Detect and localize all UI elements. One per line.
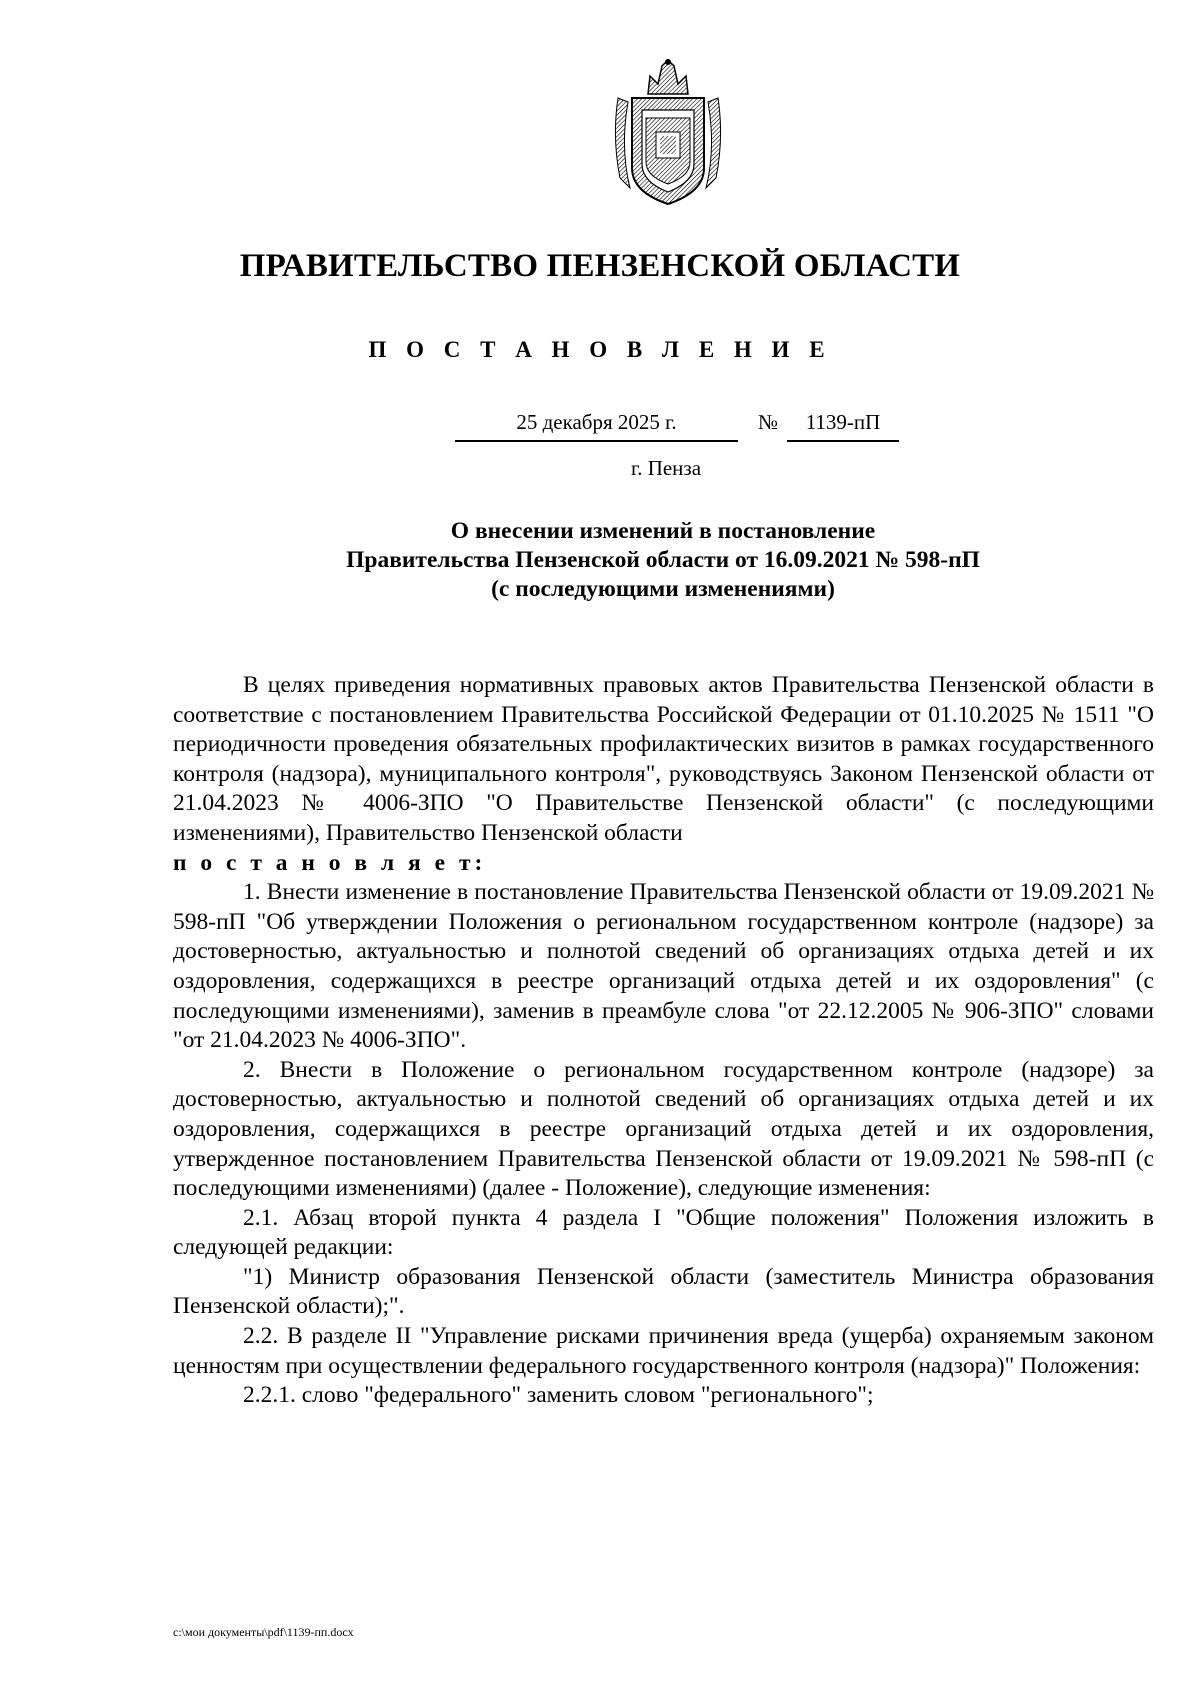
organization-title: ПРАВИТЕЛЬСТВО ПЕНЗЕНСКОЙ ОБЛАСТИ <box>239 248 961 284</box>
paragraph-2-2: 2.2. В разделе II "Управление рисками причинения вреда (ущерба) охраняемым законом ценностям при осуществлении федерального государственного контроля (надзора)" Положения: <box>173 1323 1154 1379</box>
decree-number: 1139-пП <box>787 410 899 442</box>
number-sign: № <box>757 410 779 434</box>
preamble-paragraph: В целях приведения нормативных правовых актов Правительства Пензенской области в соответствие с постановлением Правительства Российской Федерации от 01.10.2025 № 1511 "О периодичности проведения обязательных профилактических визитов в рамках государственного контроля (надзора), муниципального контроля", руководствуясь Законом Пензенской области от 21.04.2023 № 4006-ЗПО "О Правительстве Пензенской области" (с последующими изменениями), Правительство Пензенской области <box>173 672 1154 846</box>
paragraph-2-1: 2.1. Абзац второй пункта 4 раздела I "Общие положения" Положения изложить в следующей редакции: <box>173 1204 1154 1261</box>
paragraph-1: 1. Внести изменение в постановление Правительства Пензенской области от 19.09.2021 № 598-пП "Об утверждении Положения о региональном государственном контроле (надзоре) за достоверностью, актуальностью и полнотой сведений об организациях отдыха детей и их оздоровления, содержащихся в реестре организаций отдыха детей и их оздоровления" (с последующими изменениями), заменив в преамбуле слова "от 22.12.2005 № 906-ЗПО" словами "от 21.04.2023 № 4006-ЗПО". <box>173 879 1154 1054</box>
paragraph-2: 2. Внести в Положение о региональном государственном контроле (надзоре) за достоверностью, актуальностью и полнотой сведений об организациях отдыха детей и их оздоровления, содержащихся в реестре организаций отдыха детей и их оздоровления, утвержденное постановлением Правительства Пензенской области от 19.09.2021 № 598-пП (с последующими изменениями) (далее - Положение), следующие изменения: <box>173 1056 1154 1202</box>
coat-of-arms-icon <box>610 58 726 208</box>
decree-date: 25 декабря 2025 г. <box>455 410 738 442</box>
paragraph-2-1-quote: "1) Министр образования Пензенской области (заместитель Министра образования Пензенской области);". <box>173 1263 1154 1320</box>
paragraph-2-2-1: 2.2.1. слово "федерального" заменить словом "регионального"; <box>243 1382 874 1409</box>
subject-line-3: (с последующими изменениями) <box>491 576 835 602</box>
document-type: П О С Т А Н О В Л Е Н И Е <box>368 337 832 362</box>
subject-line-2: Правительства Пензенской области от 16.09.2021 № 598-пП <box>346 547 980 573</box>
document-body <box>173 671 1154 1411</box>
city-name: г. Пенза <box>630 456 702 480</box>
decree-subject <box>0 517 1200 604</box>
decree-word: п о с т а н о в л я е т: <box>173 849 487 876</box>
file-path-footer: c:\мои документы\pdf\1139-пп.docx <box>173 1625 354 1639</box>
subject-line-1: О внесении изменений в постановление <box>450 518 876 544</box>
